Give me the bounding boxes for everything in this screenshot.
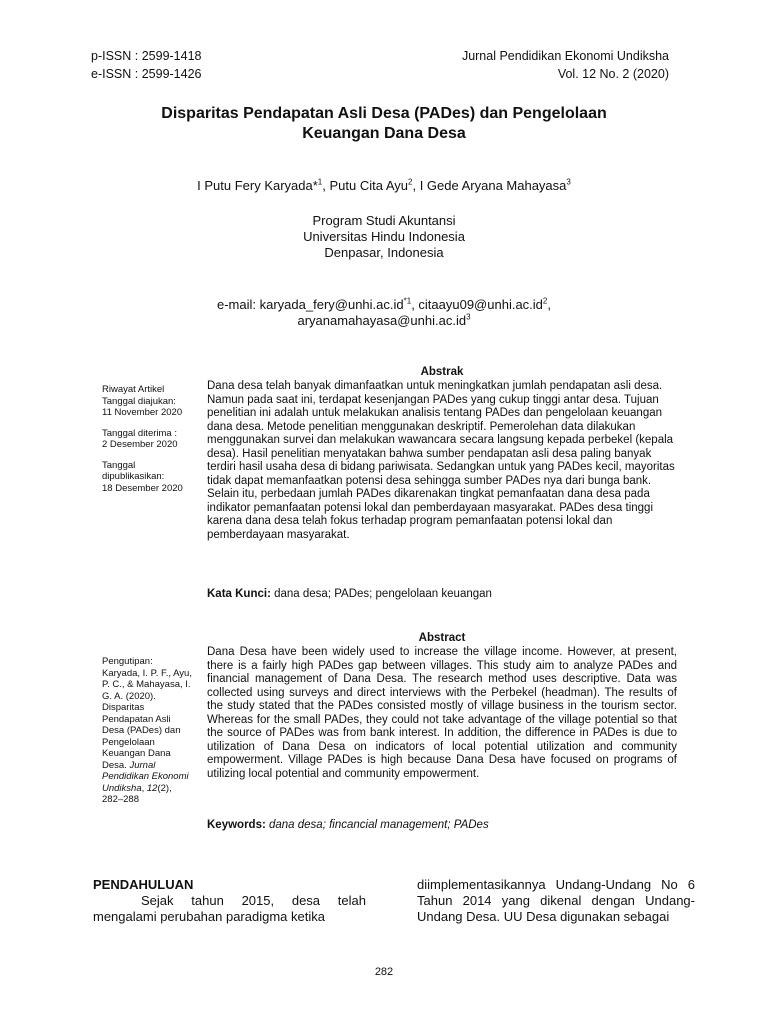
p-issn: p-ISSN : 2599-1418 bbox=[91, 49, 202, 63]
email-mid: , citaayu09@unhi.ac.id bbox=[411, 297, 543, 312]
abstrak-text: Dana desa telah banyak dimanfaatkan untuk meningkatkan jumlah pendapatan asli desa. Namun pada saat ini, terdapat kesenjangan PADes yang cukup tinggi antar desa. Tujuan penelitian ini adalah untuk melakukan analisis tentang PADes dan pengelolaan keuangan dana desa. Metode penelitian menggunakan deskriptif. Pemerolehan data dilakukan menggunakan survei dan melakukan wawancara secara langsung kepada perbekel (kepala desa). Hasil penelitian menyatakan bahwa sumber pendapatan asli desa paling banyak terdiri hasil usaha desa di bidang pariwisata. Sedangkan untuk yang PADes kecil, mayoritas tidak dapat memanfaatkan potensi desa sehingga sumber PADes nya dari bunga bank. Selain itu, perbedaan jumlah PADes dikarenakan tingkat pemanfaatan dana desa pada indikator pemanfaatan potensi lokal dan pemberdayaan masyarakat. PADes desa tinggi karena dana desa telah fokus terhadap program pemanfaatan potensi lokal dan pemberdayaan masyarakat. bbox=[207, 380, 675, 541]
email-line-2 bbox=[80, 313, 688, 329]
paper-title bbox=[80, 104, 688, 144]
history-submitted bbox=[102, 384, 194, 419]
e-issn: e-ISSN : 2599-1426 bbox=[91, 67, 202, 81]
affiliation-line-2: Universitas Hindu Indonesia bbox=[303, 229, 465, 244]
history-published bbox=[102, 460, 194, 495]
affiliation-line-3: Denpasar, Indonesia bbox=[324, 245, 444, 260]
abstract-heading: Abstract bbox=[418, 632, 466, 644]
title-line-1: Disparitas Pendapatan Asli Desa (PADes) dan Pengelolaan bbox=[161, 105, 607, 122]
accepted-label: Tanggal diterima : bbox=[102, 427, 177, 439]
email-sup-3: 3 bbox=[466, 312, 471, 322]
email-end: , bbox=[547, 297, 551, 312]
title-line-2: Keuangan Dana Desa bbox=[302, 125, 466, 142]
page-number: 282 bbox=[374, 966, 394, 978]
citation-issue-pages: (2), 282–288 bbox=[102, 782, 172, 805]
kata-kunci bbox=[207, 587, 677, 601]
keywords-label: Keywords: bbox=[207, 819, 266, 831]
email-3: aryanamahayasa@unhi.ac.id bbox=[297, 313, 467, 328]
body-right-column bbox=[417, 877, 695, 925]
body-left-column bbox=[93, 877, 366, 925]
citation-text bbox=[102, 668, 194, 806]
email-line-1 bbox=[80, 297, 688, 313]
citation-label: Pengutipan: bbox=[102, 656, 153, 667]
abstract-text: Dana Desa have been widely used to increase the village income. However, at present, there is a fairly high PADes gap between villages. This study aim to analyze PADes and financial management of Dana Desa. The research method uses descriptive. Data was collected using surveys and direct interviews with the Perbekel (headman). The results of the study stated that the PADes consisted mostly of village business in the tourism sector. Whereas for the small PADes, they could not take advantage of the village potential so that the source of PADes was from bank interest. In addition, the difference in PADes is due to utilization of Dana Desa on indicators of local potential utilization and community empowerment. Village PADes is high because Dana Desa have focused on programs of utilizing local potential and community empowerment. bbox=[207, 646, 677, 780]
author-2: , Putu Cita Ayu bbox=[322, 178, 409, 193]
body-right-paragraph: diimplementasikannya Undang-Undang No 6 Tahun 2014 yang dikenal dengan Undang-Undang Desa. UU Desa digunakan sebagai bbox=[417, 877, 695, 924]
email-sup-1: *1 bbox=[403, 296, 412, 306]
section-heading-pendahuluan: PENDAHULUAN bbox=[93, 877, 194, 892]
issn-block bbox=[91, 47, 202, 83]
keywords-value: dana desa; fincancial management; PADes bbox=[265, 819, 489, 831]
author-3-sup: 3 bbox=[566, 177, 571, 187]
abstrak-heading: Abstrak bbox=[420, 366, 464, 378]
journal-name: Jurnal Pendidikan Ekonomi Undiksha bbox=[461, 49, 669, 63]
article-history bbox=[102, 384, 194, 503]
author-list bbox=[80, 178, 688, 194]
published-label: Tanggal dipublikasikan: bbox=[102, 459, 165, 482]
email-block bbox=[80, 297, 688, 329]
author-1: I Putu Fery Karyada* bbox=[197, 178, 318, 193]
journal-block bbox=[462, 47, 669, 83]
journal-volume: Vol. 12 No. 2 (2020) bbox=[557, 67, 669, 81]
keywords bbox=[207, 818, 677, 832]
affiliation-line-1: Program Studi Akuntansi bbox=[312, 213, 456, 228]
citation-sep: , bbox=[141, 782, 147, 794]
history-accepted bbox=[102, 428, 194, 451]
citation-plain: Karyada, I. P. F., Ayu, P. C., & Mahayasa, I. G. A. (2020). Disparitas Pendapatan Asli Desa (PADes) dan Pengelolaan Keuangan Dana Desa. bbox=[102, 667, 192, 771]
accepted-date: 2 Desember 2020 bbox=[102, 439, 178, 450]
citation-journal: Jurnal Pendidikan Ekonomi Undiksha bbox=[102, 759, 189, 794]
citation-volume: 12 bbox=[146, 782, 158, 794]
history-heading: Riwayat Artikel bbox=[102, 384, 165, 395]
affiliation bbox=[80, 213, 688, 261]
published-date: 18 Desember 2020 bbox=[102, 482, 183, 494]
author-2-sup: 2 bbox=[408, 177, 413, 187]
body-left-paragraph: Sejak tahun 2015, desa telah mengalami perubahan paradigma ketika bbox=[93, 893, 366, 924]
email-prefix: e-mail: karyada_fery@unhi.ac.id bbox=[217, 297, 404, 312]
kata-kunci-label: Kata Kunci: bbox=[207, 588, 271, 600]
author-1-sup: 1 bbox=[317, 177, 323, 187]
email-sup-2: 2 bbox=[542, 296, 548, 306]
submitted-label: Tanggal diajukan: bbox=[102, 395, 176, 407]
submitted-date: 11 November 2020 bbox=[102, 407, 183, 418]
citation-block bbox=[102, 656, 194, 806]
kata-kunci-value: dana desa; PADes; pengelolaan keuangan bbox=[270, 588, 492, 600]
author-3: , I Gede Aryana Mahayasa bbox=[412, 178, 567, 193]
